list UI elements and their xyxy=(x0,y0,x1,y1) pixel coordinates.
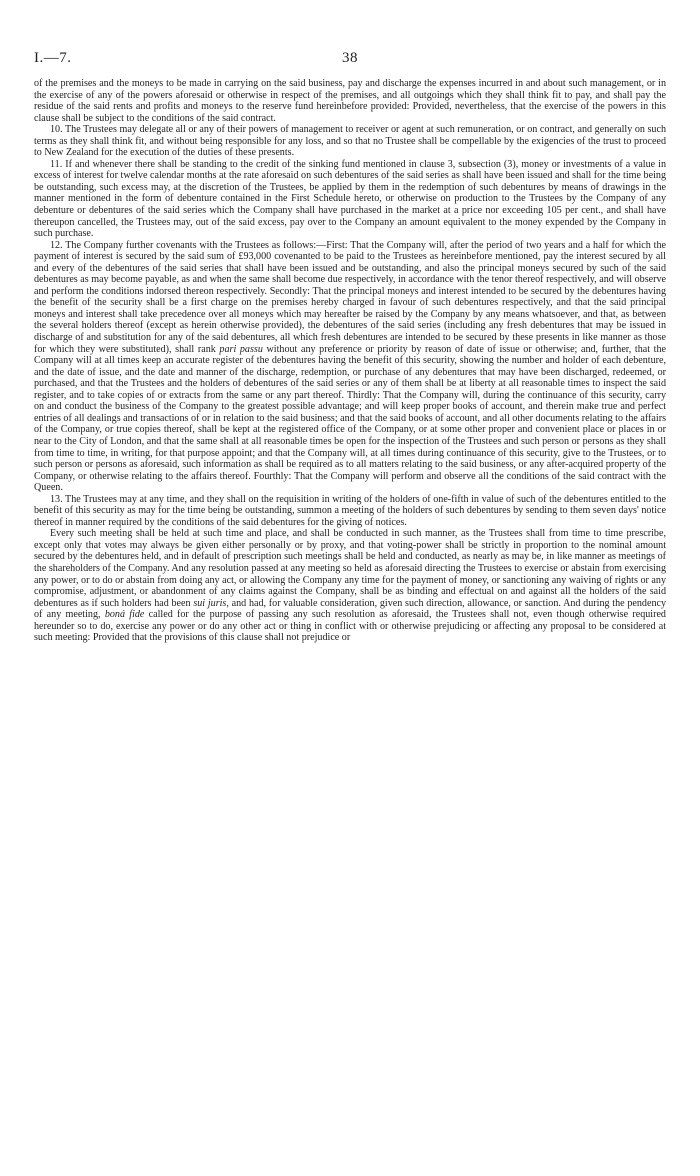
paragraph-text: 12. The Company further covenants with the Trustees as follows:—First: That the Company will, after the period of two years and a half for which the payment of interest is secured by the said sum of £93,000 covenanted to be paid to the Trustees as hereinbefore mentioned, pay the interest secured by all and every of the debentures of the said series that shall have been issued and be outstanding, and also the principal moneys secured by such of the said debentures as may become payable, as and when the same shall become due respectively, in accordance with the tenor thereof respectively, and will observe and perform the conditions indorsed thereon respectively. Secondly: That the principal moneys and interest intended to be secured by the debentures having the benefit of the security shall be a first charge on the premises hereby charged in favour of such debentures respectively, and that the said principal moneys and interest shall take precedence over all moneys which may hereafter be raised by the Company by any means whatsoever, and that, as between the several holders thereof (except as herein otherwise provided), the debentures of the said series (including any fresh debentures that may be issued in discharge of and substitution for any of the said debentures, all which fresh debentures are intended to be secured by these presents in like manner as those for which they were substituted), shall rank xyxy=(34,239,666,355)
clause-13-continued xyxy=(34,528,666,643)
italic-phrase: boná fide xyxy=(104,609,145,621)
document-reference: I.—7. xyxy=(34,50,72,66)
clause-10 xyxy=(34,124,666,159)
paragraph-continuation xyxy=(34,78,666,124)
italic-phrase: sui juris, xyxy=(193,597,229,609)
paragraph-text: of the premises and the moneys to be made in carrying on the said business, pay and discharge the expenses incurred in and about such management, or in the exercise of any of the powers aforesaid or otherwise in respect of the premises, and all outgoings which they shall think fit to pay, and shall pay the residue of the said rents and profits and moneys to the reserve fund hereinbefore provided: Provided, nevertheless, that the exercise of the powers in this clause shall be subject to the conditions of the said contract. xyxy=(34,78,666,124)
paragraph-text: 11. If and whenever there shall be standing to the credit of the sinking fund mentioned in clause 3, subsection (3), money or investments of a value in excess of interest for twelve calendar months at the rate aforesaid on such debentures of the said series as shall have been issued and shall for the time being be outstanding, such excess may, at the discretion of the Trustees, be applied by them in the redemption of such debentures by means of drawings in the manner mentioned in the form of debenture contained in the First Schedule hereto, or otherwise on production to the Trustees by the Company of any debenture or debentures of the said series which the Company shall have purchased in the market at a price nor exceeding 105 per cent., and shall have thereupon cancelled, the Trustees may, out of the said excess, pay over to the Company an amount equivalent to the money expended by the Company in such purchase. xyxy=(34,158,666,240)
page-header xyxy=(34,50,666,70)
paragraph-text: Every such meeting shall be held at such time and place, and shall be conducted in such manner, as the Trustees shall from time to time prescribe, except only that votes may always be given either personally or by proxy, and that voting-power shall be strictly in proportion to the nominal amount secured by the debentures held, and in default of prescription such meetings shall be held and conducted, as nearly as may be, in like manner as meetings of the shareholders of the Company. And any resolution passed at any meeting so held as aforesaid directing the Trustees to exercise or abstain from exercising any power, or to do or abstain from doing any act, or allowing the Company any time for the payment of money, or sanctioning any waiving of rights or any compromise, adjustment, or abandonment of any claims against the Company, shall be as binding and effectual on and against all the holders of the said debentures as if such holders had been xyxy=(34,528,666,609)
document-body xyxy=(34,78,666,644)
page-number: 38 xyxy=(342,50,358,66)
clause-12 xyxy=(34,240,666,494)
paragraph-text: without any preference or priority by reason of date of issue or otherwise; and, further, that the Company will at all times keep an accurate register of the debentures having the benefit of this security, showing the number and holder of each debenture, and the date of issue, and the date and manner of the discharge, redemption, or purchase of any debentures that may have been discharged, redeemed, or purchased, and that the Trustees and the holders of debentures of the said series or any of them shall be at liberty at all reasonable times to inspect the said register, and to take copies of or extracts from the same or any part thereof. Thirdly: That the Company will, during the continuance of this security, carry on and conduct the business of the Company to the greatest possible advantage; and will keep proper books of account, and therein make true and perfect entries of all dealings and transactions of or in relation to the said business; and that the said books of account, and all other documents relating to the affairs of the Company, or true copies thereof, shall be kept at the registered office of the Company, or at some other proper and convenient place or places in or near to the City of London, and that the same shall at all reasonable times be open for the inspection of the Trustees and such person or persons as they shall from time to time, in writing, for that purpose appoint; and that the Company will, at all times during continuance of this security, give to the Trustees, or to such person or persons as aforesaid, such information as shall be required as to all matters relating to the said business, or any after-acquired property of the Company, or otherwise relating to the affairs thereof. Fourthly: That the Company will perform and observe all the conditions of the said contract with the Queen. xyxy=(34,343,666,494)
italic-phrase: pari passu xyxy=(219,343,263,355)
paragraph-text: called for the purpose of passing any such resolution as aforesaid, the Trustees shall not, even though otherwise required hereunder so to do, exercise any power or do any other act or thing in conflict with or otherwise prejudicing or affecting any proposal to be considered at such meeting: Provided that the provisions of this clause shall not prejudice or xyxy=(34,609,666,644)
clause-11 xyxy=(34,159,666,240)
paragraph-text: and had, for valuable consideration, given such direction, allowance, or sanction. And during the pendency of any meeting, xyxy=(34,597,667,621)
paragraph-text: 10. The Trustees may delegate all or any of their powers of management to receiver or agent at such remuneration, or on contract, and generally on such terms as they shall think fit, and without being responsible for any loss, and so that no Trustee shall be compellable by the exigencies of the trust to proceed to New Zealand for the execution of the duties of these presents. xyxy=(34,124,666,159)
clause-13 xyxy=(34,494,666,529)
paragraph-text: 13. The Trustees may at any time, and they shall on the requisition in writing of the holders of one-fifth in value of such of the debentures entitled to the benefit of this security as may for the time being be outstanding, summon a meeting of the holders of such debentures by sending to them seven days' notice thereof in manner required by the conditions of the said debentures for the giving of notices. xyxy=(34,493,666,528)
